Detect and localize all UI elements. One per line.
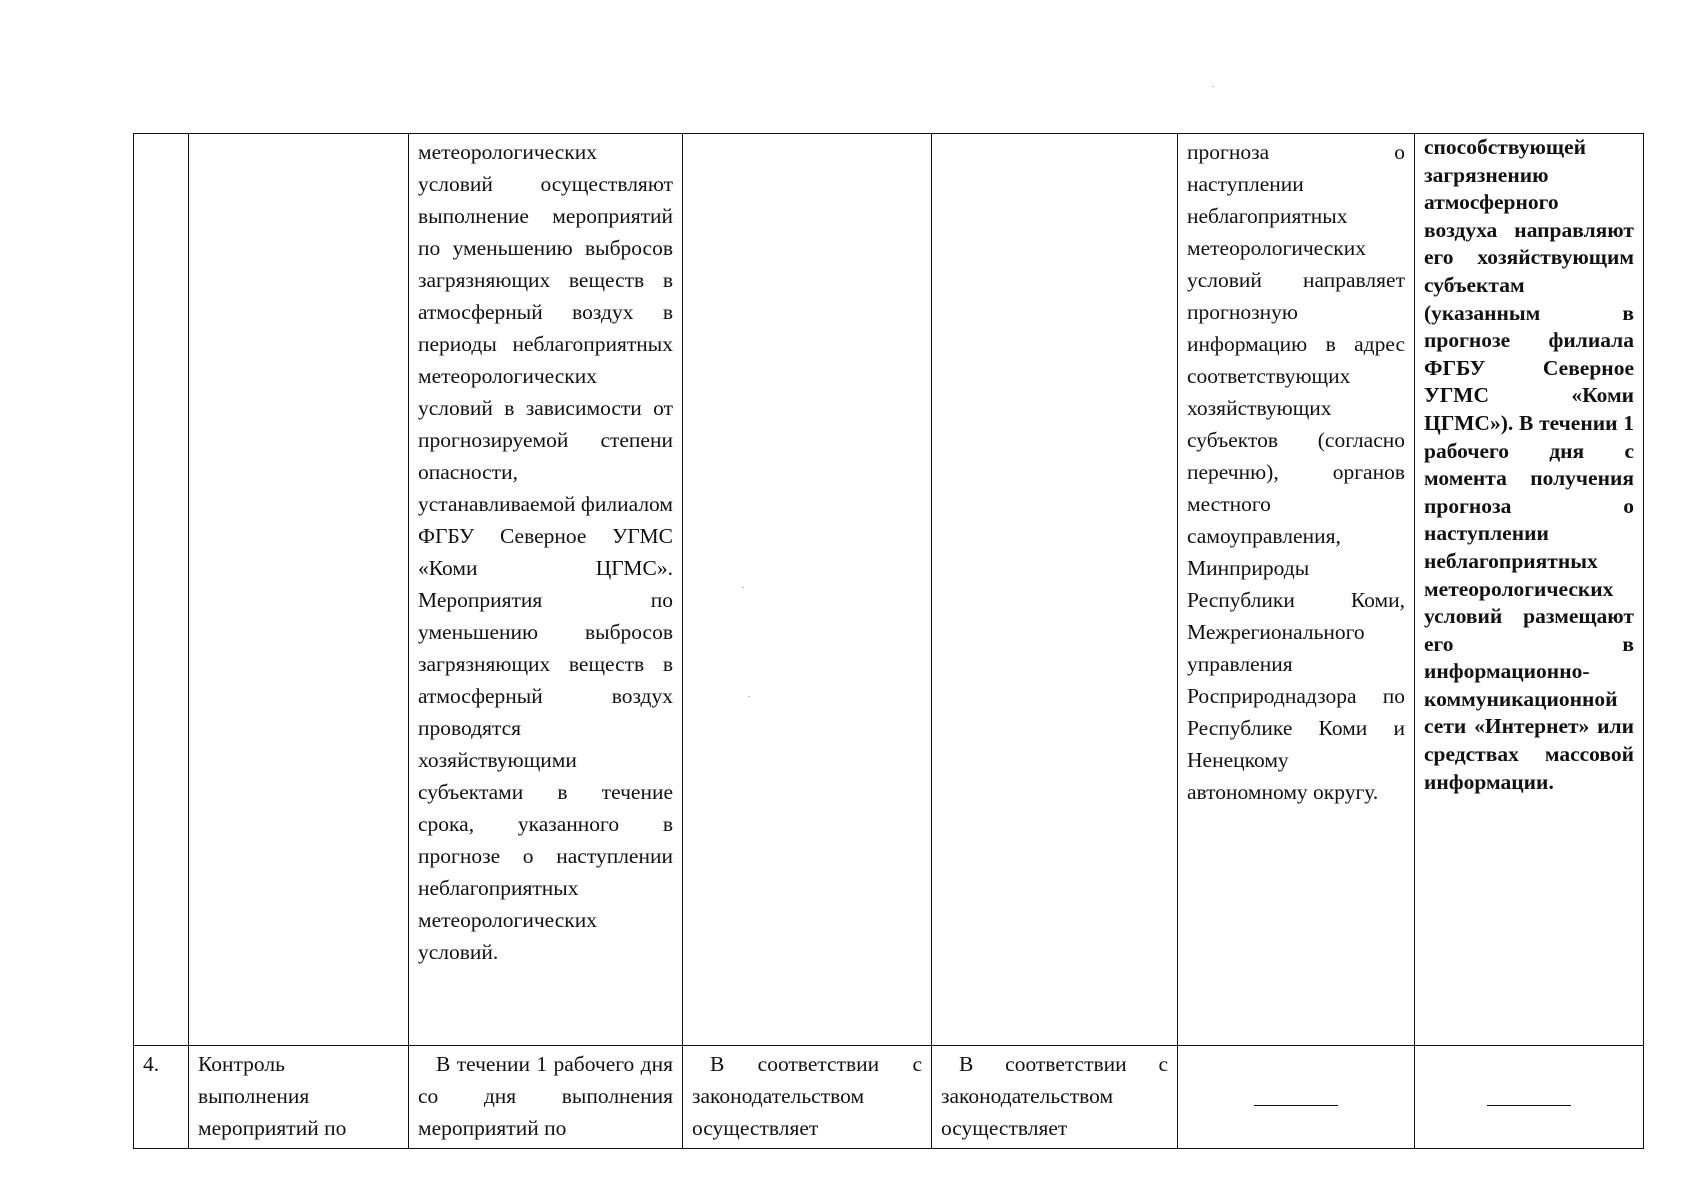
cell-measure-name bbox=[189, 134, 409, 1046]
cell-row-number: 4. bbox=[134, 1046, 189, 1149]
cell-number bbox=[134, 134, 189, 1046]
cell-procedure: В течении 1 рабочего дня со дня выполнения мероприятий по bbox=[409, 1046, 683, 1149]
cell-responsible-2: В соответствии с законодательством осуществляет bbox=[932, 1046, 1178, 1149]
table-row-continuation bbox=[134, 134, 1644, 1046]
table-row-4 bbox=[134, 1046, 1644, 1149]
cell-local-authorities: способствующей загрязнению атмосферного воздуха направляют его хозяйствующим субъектам (указанным в прогнозе филиала ФГБУ Северное УГМС «Коми ЦГМС»). В течении 1 рабочего дня с момента получения прогноза о наступлении неблагоприятных метеорологических условий размещают его в информационно-коммуникационной сети «Интернет» или средствах массовой информации. bbox=[1415, 134, 1644, 1046]
cell-empty-dash bbox=[1415, 1046, 1644, 1149]
cell-responsible-1: В соответствии с законодательством осуществляет bbox=[683, 1046, 932, 1149]
dash-line bbox=[1487, 1105, 1571, 1106]
cell-empty-dash bbox=[1178, 1046, 1415, 1149]
cell-forecast-info: прогноза о наступлении неблагоприятных метеорологических условий направляет прогнозную информацию в адрес соответствующих хозяйствующих субъектов (согласно перечню), органов местного самоуправления, Минприроды Республики Коми, Межрегионального управления Росприроднадзора по Республике Коми и Ненецкому автономному округу. bbox=[1178, 134, 1415, 1046]
cell-measure-name: Контроль выполнения мероприятий по bbox=[189, 1046, 409, 1149]
dash-line bbox=[1254, 1105, 1338, 1106]
cell-responsible-1 bbox=[683, 134, 932, 1046]
cell-procedure: метеорологических условий осуществляют выполнение мероприятий по уменьшению выбросов загрязняющих веществ в атмосферный воздух в периоды неблагоприятных метеорологических условий в зависимости от прогнозируемой степени опасности, устанавливаемой филиалом ФГБУ Северное УГМС «Коми ЦГМС». Мероприятия по уменьшению выбросов загрязняющих веществ в атмосферный воздух проводятся хозяйствующими субъектами в течение срока, указанного в прогнозе о наступлении неблагоприятных метеорологических условий. bbox=[409, 134, 683, 1046]
measures-table bbox=[133, 133, 1644, 1149]
scan-speck bbox=[1212, 86, 1214, 87]
cell-responsible-2 bbox=[932, 134, 1178, 1046]
